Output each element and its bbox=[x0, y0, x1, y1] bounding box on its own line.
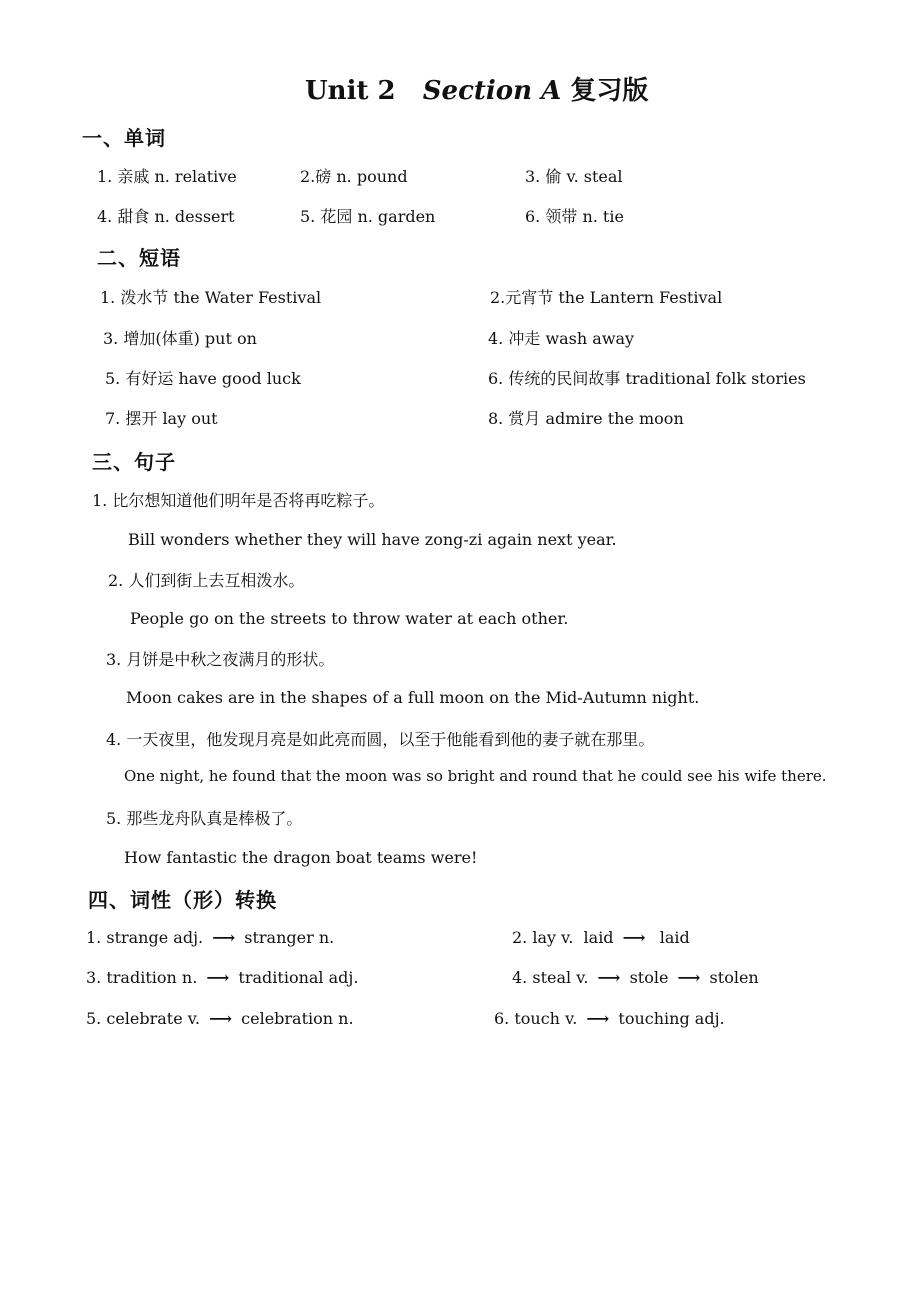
phrases-heading: 二、短语 bbox=[97, 246, 181, 270]
arrow-right-icon: ⟶ bbox=[622, 928, 646, 947]
arrow-right-icon: ⟶ bbox=[597, 968, 621, 987]
forms-heading: 四、词性（形）转换 bbox=[88, 888, 277, 912]
title-unit: Unit 2 bbox=[305, 76, 396, 106]
sentence-cn: 3. 月饼是中秋之夜满月的形状。 bbox=[106, 650, 335, 669]
word-item: 3. 偷 v. steal bbox=[525, 167, 623, 186]
page-title bbox=[305, 70, 648, 107]
word-item: 1. 亲戚 n. relative bbox=[97, 167, 237, 186]
phrase-item: 2.元宵节 the Lantern Festival bbox=[490, 288, 723, 307]
word-item: 4. 甜食 n. dessert bbox=[97, 207, 235, 226]
arrow-right-icon: ⟶ bbox=[677, 968, 701, 987]
form-base: 6. touch v. bbox=[494, 1009, 578, 1028]
form-derived: traditional adj. bbox=[238, 968, 359, 987]
sentence-en: Bill wonders whether they will have zong-zi again next year. bbox=[128, 530, 617, 549]
phrase-item: 5. 有好运 have good luck bbox=[105, 369, 301, 388]
form-derived: laid bbox=[659, 928, 690, 947]
arrow-right-icon: ⟶ bbox=[206, 968, 230, 987]
phrase-item: 4. 冲走 wash away bbox=[488, 329, 635, 348]
form-derived: stole bbox=[629, 968, 669, 987]
form-base: 1. strange adj. bbox=[86, 928, 204, 947]
phrase-item: 3. 增加(体重) put on bbox=[103, 329, 257, 348]
arrow-right-icon: ⟶ bbox=[586, 1009, 610, 1028]
form-item bbox=[494, 1009, 725, 1028]
sentence-en: How fantastic the dragon boat teams were! bbox=[124, 848, 478, 867]
word-item: 2.磅 n. pound bbox=[300, 167, 408, 186]
form-derived: stranger n. bbox=[244, 928, 335, 947]
form-base: 3. tradition n. bbox=[86, 968, 198, 987]
form-item bbox=[86, 968, 358, 987]
sentence-cn: 1. 比尔想知道他们明年是否将再吃粽子。 bbox=[92, 491, 385, 510]
phrase-item: 1. 泼水节 the Water Festival bbox=[100, 288, 322, 307]
arrow-right-icon: ⟶ bbox=[212, 928, 236, 947]
form-base: 4. steal v. bbox=[512, 968, 589, 987]
sentences-heading: 三、句子 bbox=[92, 450, 176, 474]
word-item: 5. 花园 n. garden bbox=[300, 207, 436, 226]
words-heading: 一、单词 bbox=[82, 126, 166, 150]
form-derived: touching adj. bbox=[618, 1009, 725, 1028]
phrase-item: 8. 赏月 admire the moon bbox=[488, 409, 684, 428]
title-section: Section A bbox=[422, 76, 562, 106]
sentence-cn: 4. 一天夜里，他发现月亮是如此亮而圆，以至于他能看到他的妻子就在那里。 bbox=[106, 730, 655, 749]
form-derived: laid bbox=[583, 928, 614, 947]
form-item bbox=[86, 1009, 354, 1028]
sentence-cn: 2. 人们到街上去互相泼水。 bbox=[108, 571, 305, 590]
form-derived: stolen bbox=[709, 968, 759, 987]
sentence-en: One night, he found that the moon was so bright and round that he could see his wife there. bbox=[124, 767, 827, 785]
sentence-en: Moon cakes are in the shapes of a full moon on the Mid-Autumn night. bbox=[126, 688, 700, 707]
form-item bbox=[512, 928, 690, 947]
form-derived: celebration n. bbox=[241, 1009, 354, 1028]
form-item bbox=[86, 928, 334, 947]
phrase-item: 6. 传统的民间故事 traditional folk stories bbox=[488, 369, 806, 388]
sentence-cn: 5. 那些龙舟队真是棒极了。 bbox=[106, 809, 303, 828]
word-item: 6. 领带 n. tie bbox=[525, 207, 624, 226]
form-item bbox=[512, 968, 759, 987]
form-base: 5. celebrate v. bbox=[86, 1009, 201, 1028]
form-base: 2. lay v. bbox=[512, 928, 574, 947]
title-suffix: 复习版 bbox=[570, 76, 649, 106]
phrase-item: 7. 摆开 lay out bbox=[105, 409, 218, 428]
sentence-en: People go on the streets to throw water at each other. bbox=[130, 609, 569, 628]
arrow-right-icon: ⟶ bbox=[209, 1009, 233, 1028]
